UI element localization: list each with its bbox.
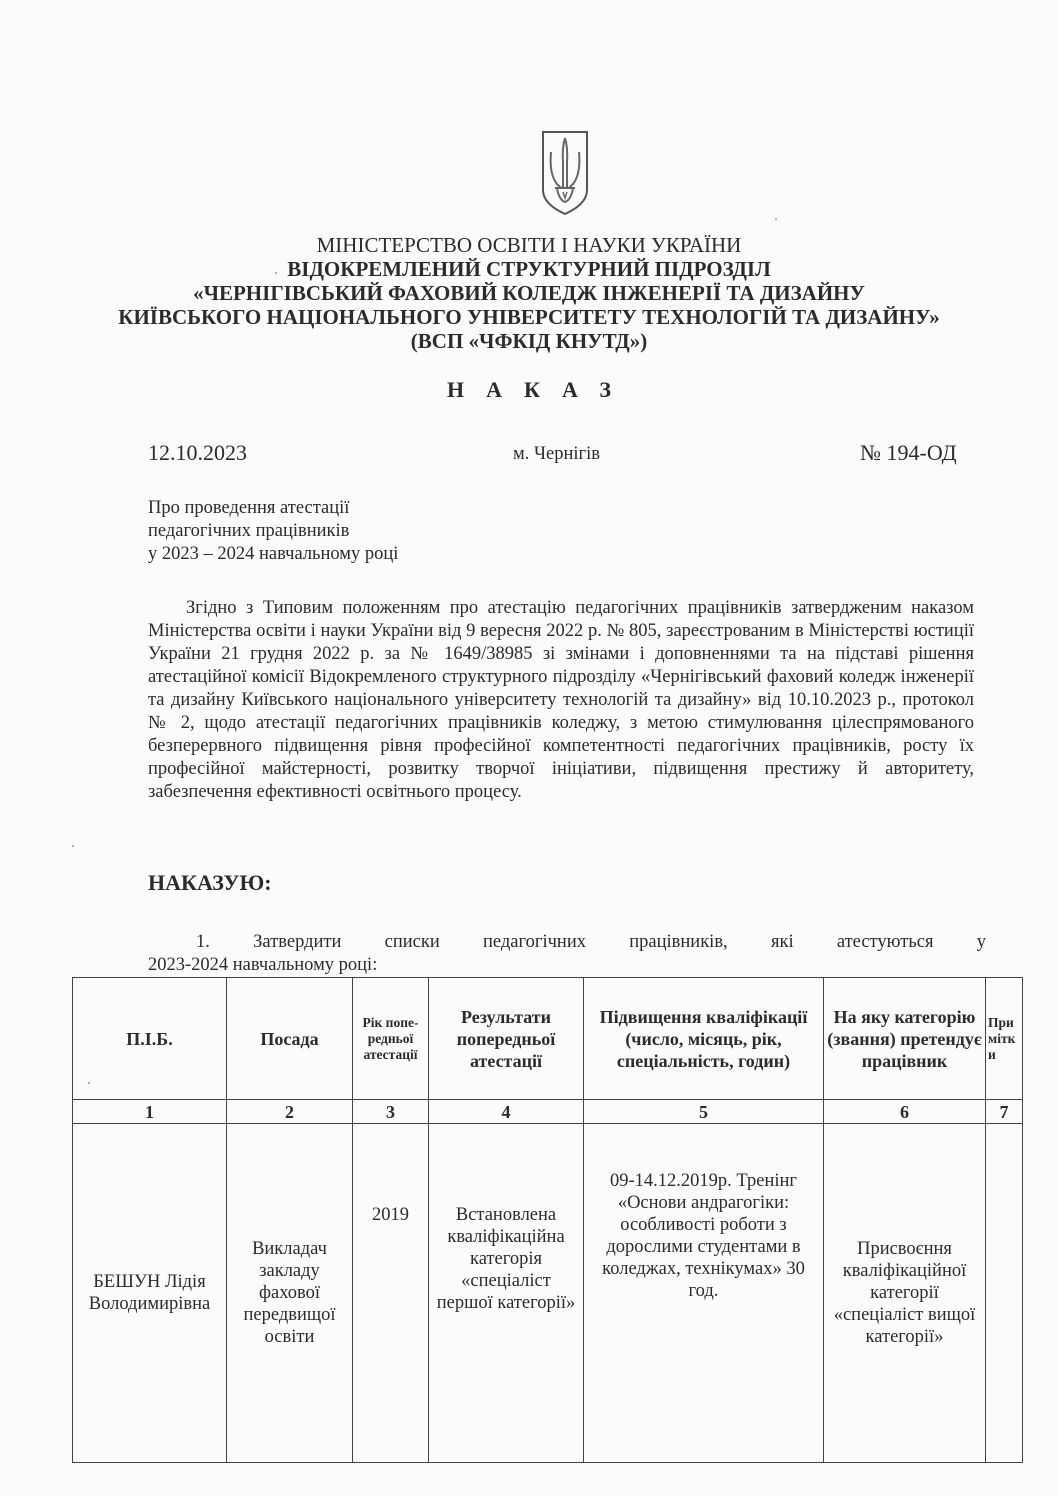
table-row: [73, 1124, 1023, 1463]
scan-speck: [88, 1082, 90, 1084]
column-header-notes: При мітк и: [986, 978, 1023, 1100]
cell-training: 09-14.12.2019р. Тренінг «Основи андрагогіки: особливості роботи з дорослими студентами в коледжах, технікумах» 30 год.: [584, 1124, 824, 1463]
column-header-name: П.І.Б.: [73, 978, 227, 1100]
table-header-row: [73, 978, 1023, 1100]
cell-notes: [986, 1124, 1023, 1463]
column-header-position: Посада: [227, 978, 353, 1100]
cell-target-category: Присвоєння кваліфікаційної категорії «спеціаліст вищої категорії»: [824, 1124, 986, 1463]
order-item-1-continued: 2023-2024 навчальному році:: [148, 955, 378, 975]
column-number: 5: [584, 1100, 824, 1124]
college-name: «ЧЕРНІГІВСЬКИЙ ФАХОВИЙ КОЛЕДЖ ІНЖЕНЕРІЇ ТА ДИЗАЙНУ: [193, 281, 865, 305]
attestation-table: [72, 977, 1023, 1463]
university-name: КИЇВСЬКОГО НАЦІОНАЛЬНОГО УНІВЕРСИТЕТУ ТЕХНОЛОГІЙ ТА ДИЗАЙНУ»: [118, 305, 940, 329]
scan-speck: [275, 272, 277, 274]
document-city: м. Чернігів: [513, 444, 600, 464]
coat-of-arms-icon: [539, 128, 591, 216]
preamble-paragraph: Згідно з Типовим положенням про атестацію педагогічних працівників затвердженим наказом Міністерства освіти і науки України від 9 вересня 2022 р. № 805, зареєстрованим в Міністерстві юстиції України 21 грудня 2022 р. за № 1649/38985 зі змінами і доповненнями та на підставі рішення атестаційної комісії Відокремленого структурного підрозділу «Чернігівський фаховий коледж інженерії та дизайну Київського національного університету технологій та дизайну» від 10.10.2023 р., протокол № 2, щодо атестації педагогічних працівників коледжу, з метою стимулювання цілеспрямованого безперервного підвищення рівня професійної компетентності педагогічних працівників, росту їх професійної майстерності, розвитку творчої ініціативи, підвищення престижу й авторитету, забезпечення ефективності освітнього процесу.: [148, 598, 974, 802]
institution-abbreviation: (ВСП «ЧФКІД КНУТД»): [410, 329, 648, 353]
cell-name: БЕШУН Лідія Володимирівна: [73, 1124, 227, 1463]
scan-speck: [775, 218, 777, 220]
column-number: 6: [824, 1100, 986, 1124]
column-number: 3: [353, 1100, 429, 1124]
column-number: 1: [73, 1100, 227, 1124]
column-header-training: Підвищення кваліфікації (число, місяць, рік, спеціальність, годин): [584, 978, 824, 1100]
ministry-name: МІНІСТЕРСТВО ОСВІТИ І НАУКИ УКРАЇНИ: [316, 233, 742, 257]
table-number-row: [73, 1100, 1023, 1124]
column-number: 2: [227, 1100, 353, 1124]
column-number: 7: [986, 1100, 1023, 1124]
unit-name: ВІДОКРЕМЛЕНИЙ СТРУКТУРНИЙ ПІДРОЗДІЛ: [287, 257, 771, 281]
cell-position: Викладач закладу фахової передвищої освіти: [227, 1124, 353, 1463]
cell-prev-year: 2019: [353, 1124, 429, 1463]
order-heading: НАКАЗУЮ:: [148, 870, 272, 895]
column-header-target-category: На яку категорію (звання) претендує працівник: [824, 978, 986, 1100]
column-header-prev-result: Результати попередньої атестації: [429, 978, 584, 1100]
scan-speck: [72, 845, 74, 847]
document-number: № 194-ОД: [860, 440, 957, 465]
subject-line: Про проведення атестації: [148, 498, 350, 518]
document-title: НАКАЗ: [447, 377, 633, 402]
document-subject: [148, 497, 398, 566]
subject-line: педагогічних працівників: [148, 521, 350, 541]
cell-prev-result: Встановлена кваліфікаційна категорія «спеціаліст першої категорії»: [429, 1124, 584, 1463]
order-item-1: 1. Затвердити списки педагогічних працівників, які атестуються у: [196, 932, 986, 952]
column-header-prev-year: Рік попе-редньої атестації: [353, 978, 429, 1100]
column-number: 4: [429, 1100, 584, 1124]
institution-header: [0, 233, 1058, 353]
document-date: 12.10.2023: [148, 440, 247, 465]
subject-line: у 2023 – 2024 навчальному році: [148, 544, 399, 564]
